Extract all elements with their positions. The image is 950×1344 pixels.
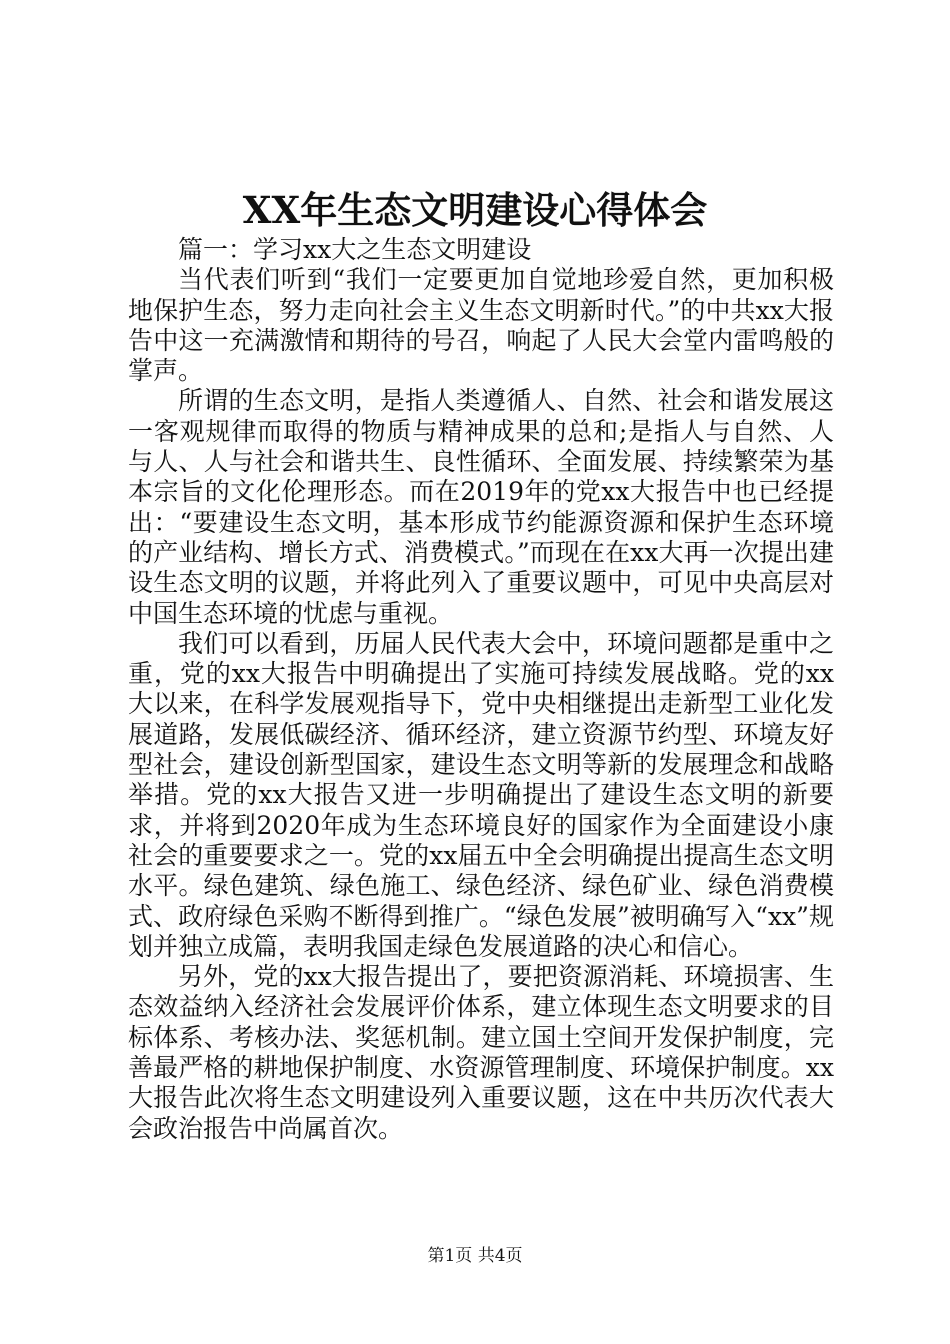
- page-number-footer: 第1页 共4页: [427, 1246, 523, 1266]
- paragraph: 所谓的生态文明，是指人类遵循人、自然、社会和谐发展这一客观规律而取得的物质与精神成果的总和;是指人与自然、人与人、人与社会和谐共生、良性循环、全面发展、持续繁荣为基本宗旨的文化伦理形态。而在2019年的党xx大报告中也已经提出：“要建设生态文明，基本形成节约能源资源和保护生态环境的产业结构、增长方式、消费模式。”而现在在xx大再一次提出建设生态文明的议题，并将此列入了重要议题中，可见中央高层对中国生态环境的忧虑与重视。: [128, 386, 834, 628]
- paragraph: 另外，党的xx大报告提出了，要把资源消耗、环境损害、生态效益纳入经济社会发展评价体系，建立体现生态文明要求的目标体系、考核办法、奖惩机制。建立国土空间开发保护制度，完善最严格的耕地保护制度、水资源管理制度、环境保护制度。xx大报告此次将生态文明建设列入重要议题，这在中共历次代表大会政治报告中尚属首次。: [128, 962, 834, 1143]
- paragraph: 我们可以看到，历届人民代表大会中，环境问题都是重中之重，党的xx大报告中明确提出了实施可持续发展战略。党的xx大以来，在科学发展观指导下，党中央相继提出走新型工业化发展道路，发展低碳经济、循环经济，建立资源节约型、环境友好型社会，建设创新型国家，建设生态文明等新的发展理念和战略举措。党的xx大报告又进一步明确提出了建设生态文明的新要求，并将到2020年成为生态环境良好的国家作为全面建设小康社会的重要要求之一。党的xx届五中全会明确提出提高生态文明水平。绿色建筑、绿色施工、绿色经济、绿色矿业、绿色消费模式、政府绿色采购不断得到推广。“绿色发展”被明确写入“xx”规划并独立成篇，表明我国走绿色发展道路的决心和信心。: [128, 628, 834, 961]
- paragraph-heading: 篇一：学习xx大之生态文明建设: [178, 235, 532, 264]
- paragraph: 当代表们听到“我们一定要更加自觉地珍爱自然，更加积极地保护生态，努力走向社会主义生态文明新时代。”的中共xx大报告中这一充满激情和期待的号召，响起了人民大会堂内雷鸣般的掌声。: [128, 265, 834, 386]
- document-body: [128, 235, 834, 1144]
- document-title: XX年生态文明建设心得体会: [242, 188, 708, 232]
